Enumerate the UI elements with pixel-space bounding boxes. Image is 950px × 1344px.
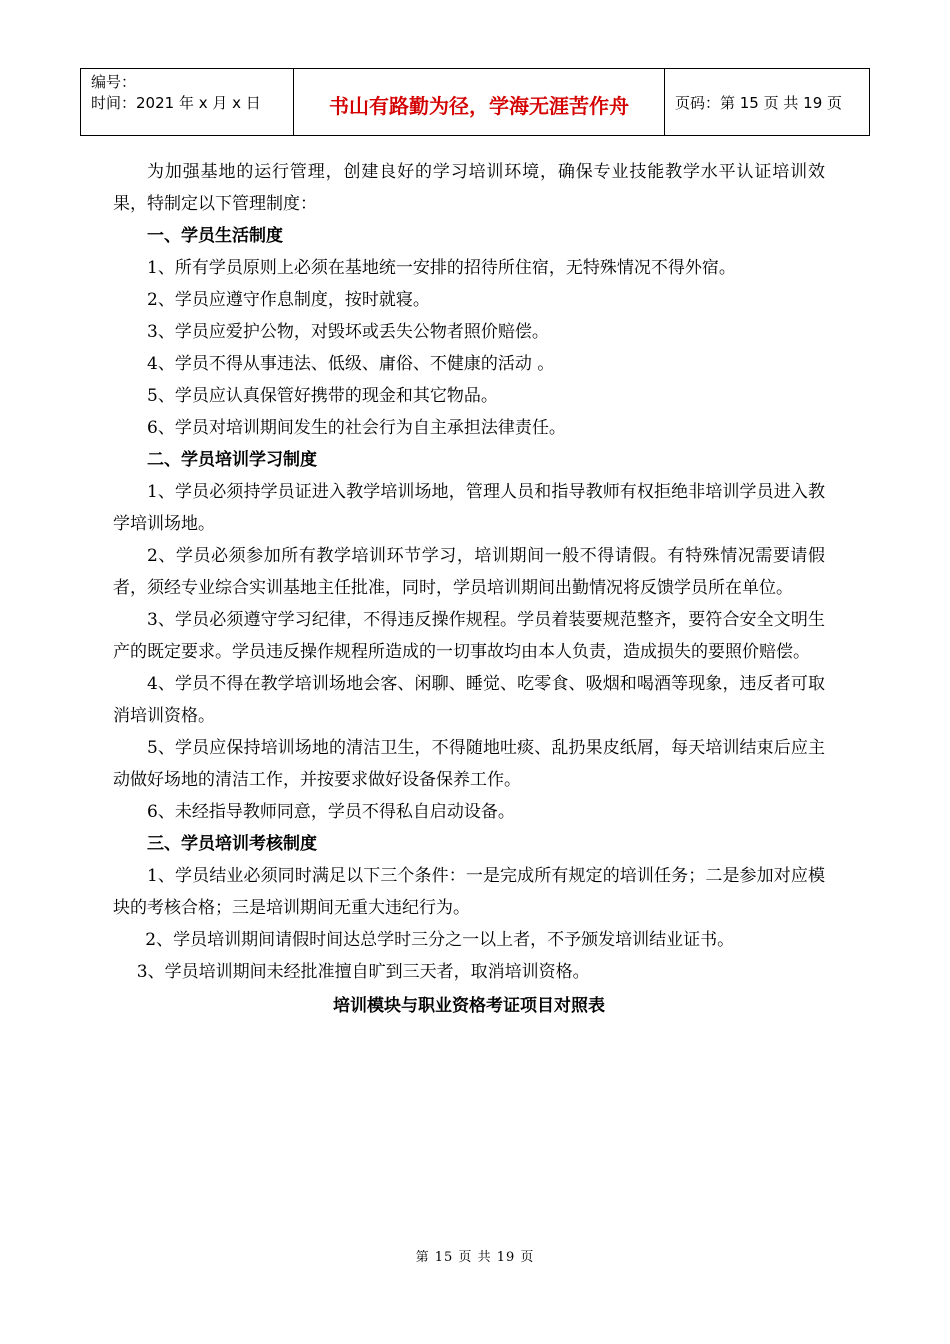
header-meta — [81, 69, 294, 136]
list-item: 4、学员不得从事违法、低级、庸俗、不健康的活动 。 — [147, 354, 555, 374]
list-item: 1、学员必须持学员证进入教学培训场地，管理人员和指导教师有权拒绝非培训学员进入教学培训场地。 — [113, 482, 825, 534]
table-title: 培训模块与职业资格考证项目对照表 — [333, 996, 605, 1016]
list-item: 3、学员应爱护公物，对毁坏或丢失公物者照价赔偿。 — [147, 322, 549, 342]
header-page-info: 页码：第 15 页 共 19 页 — [665, 69, 870, 136]
document-body — [113, 156, 825, 1022]
intro-paragraph: 为加强基地的运行管理，创建良好的学习培训环境，确保专业技能教学水平认证培训效果，特制定以下管理制度： — [113, 162, 825, 214]
document-date: 时间：2021 年 x 月 x 日 — [91, 94, 261, 112]
page-footer: 第 15 页 共 19 页 — [415, 1250, 535, 1265]
document-number: 编号： — [91, 73, 137, 91]
list-item: 5、学员应认真保管好携带的现金和其它物品。 — [147, 386, 498, 406]
section-heading: 二、学员培训学习制度 — [147, 450, 317, 470]
list-item: 2、学员培训期间请假时间达总学时三分之一以上者，不予颁发培训结业证书。 — [145, 930, 735, 950]
section-heading: 三、学员培训考核制度 — [147, 834, 317, 854]
list-item: 1、学员结业必须同时满足以下三个条件：一是完成所有规定的培训任务；二是参加对应模块的考核合格；三是培训期间无重大违纪行为。 — [113, 866, 825, 918]
list-item: 4、学员不得在教学培训场地会客、闲聊、睡觉、吃零食、吸烟和喝酒等现象，违反者可取消培训资格。 — [113, 674, 825, 726]
page-header — [80, 68, 870, 136]
section-heading: 一、学员生活制度 — [147, 226, 283, 246]
list-item: 5、学员应保持培训场地的清洁卫生，不得随地吐痰、乱扔果皮纸屑，每天培训结束后应主动做好场地的清洁工作，并按要求做好设备保养工作。 — [113, 738, 825, 790]
list-item: 3、学员培训期间未经批准擅自旷到三天者，取消培训资格。 — [136, 962, 590, 982]
list-item: 2、学员必须参加所有教学培训环节学习，培训期间一般不得请假。有特殊情况需要请假者，须经专业综合实训基地主任批准，同时，学员培训期间出勤情况将反馈学员所在单位。 — [113, 546, 825, 598]
list-item: 6、学员对培训期间发生的社会行为自主承担法律责任。 — [147, 418, 566, 438]
header-motto: 书山有路勤为径，学海无涯苦作舟 — [294, 69, 665, 136]
list-item: 1、所有学员原则上必须在基地统一安排的招待所住宿，无特殊情况不得外宿。 — [147, 258, 736, 278]
list-item: 6、未经指导教师同意，学员不得私自启动设备。 — [147, 802, 515, 822]
list-item: 3、学员必须遵守学习纪律，不得违反操作规程。学员着装要规范整齐，要符合安全文明生产的既定要求。学员违反操作规程所造成的一切事故均由本人负责，造成损失的要照价赔偿。 — [113, 610, 825, 662]
list-item: 2、学员应遵守作息制度，按时就寝。 — [147, 290, 430, 310]
